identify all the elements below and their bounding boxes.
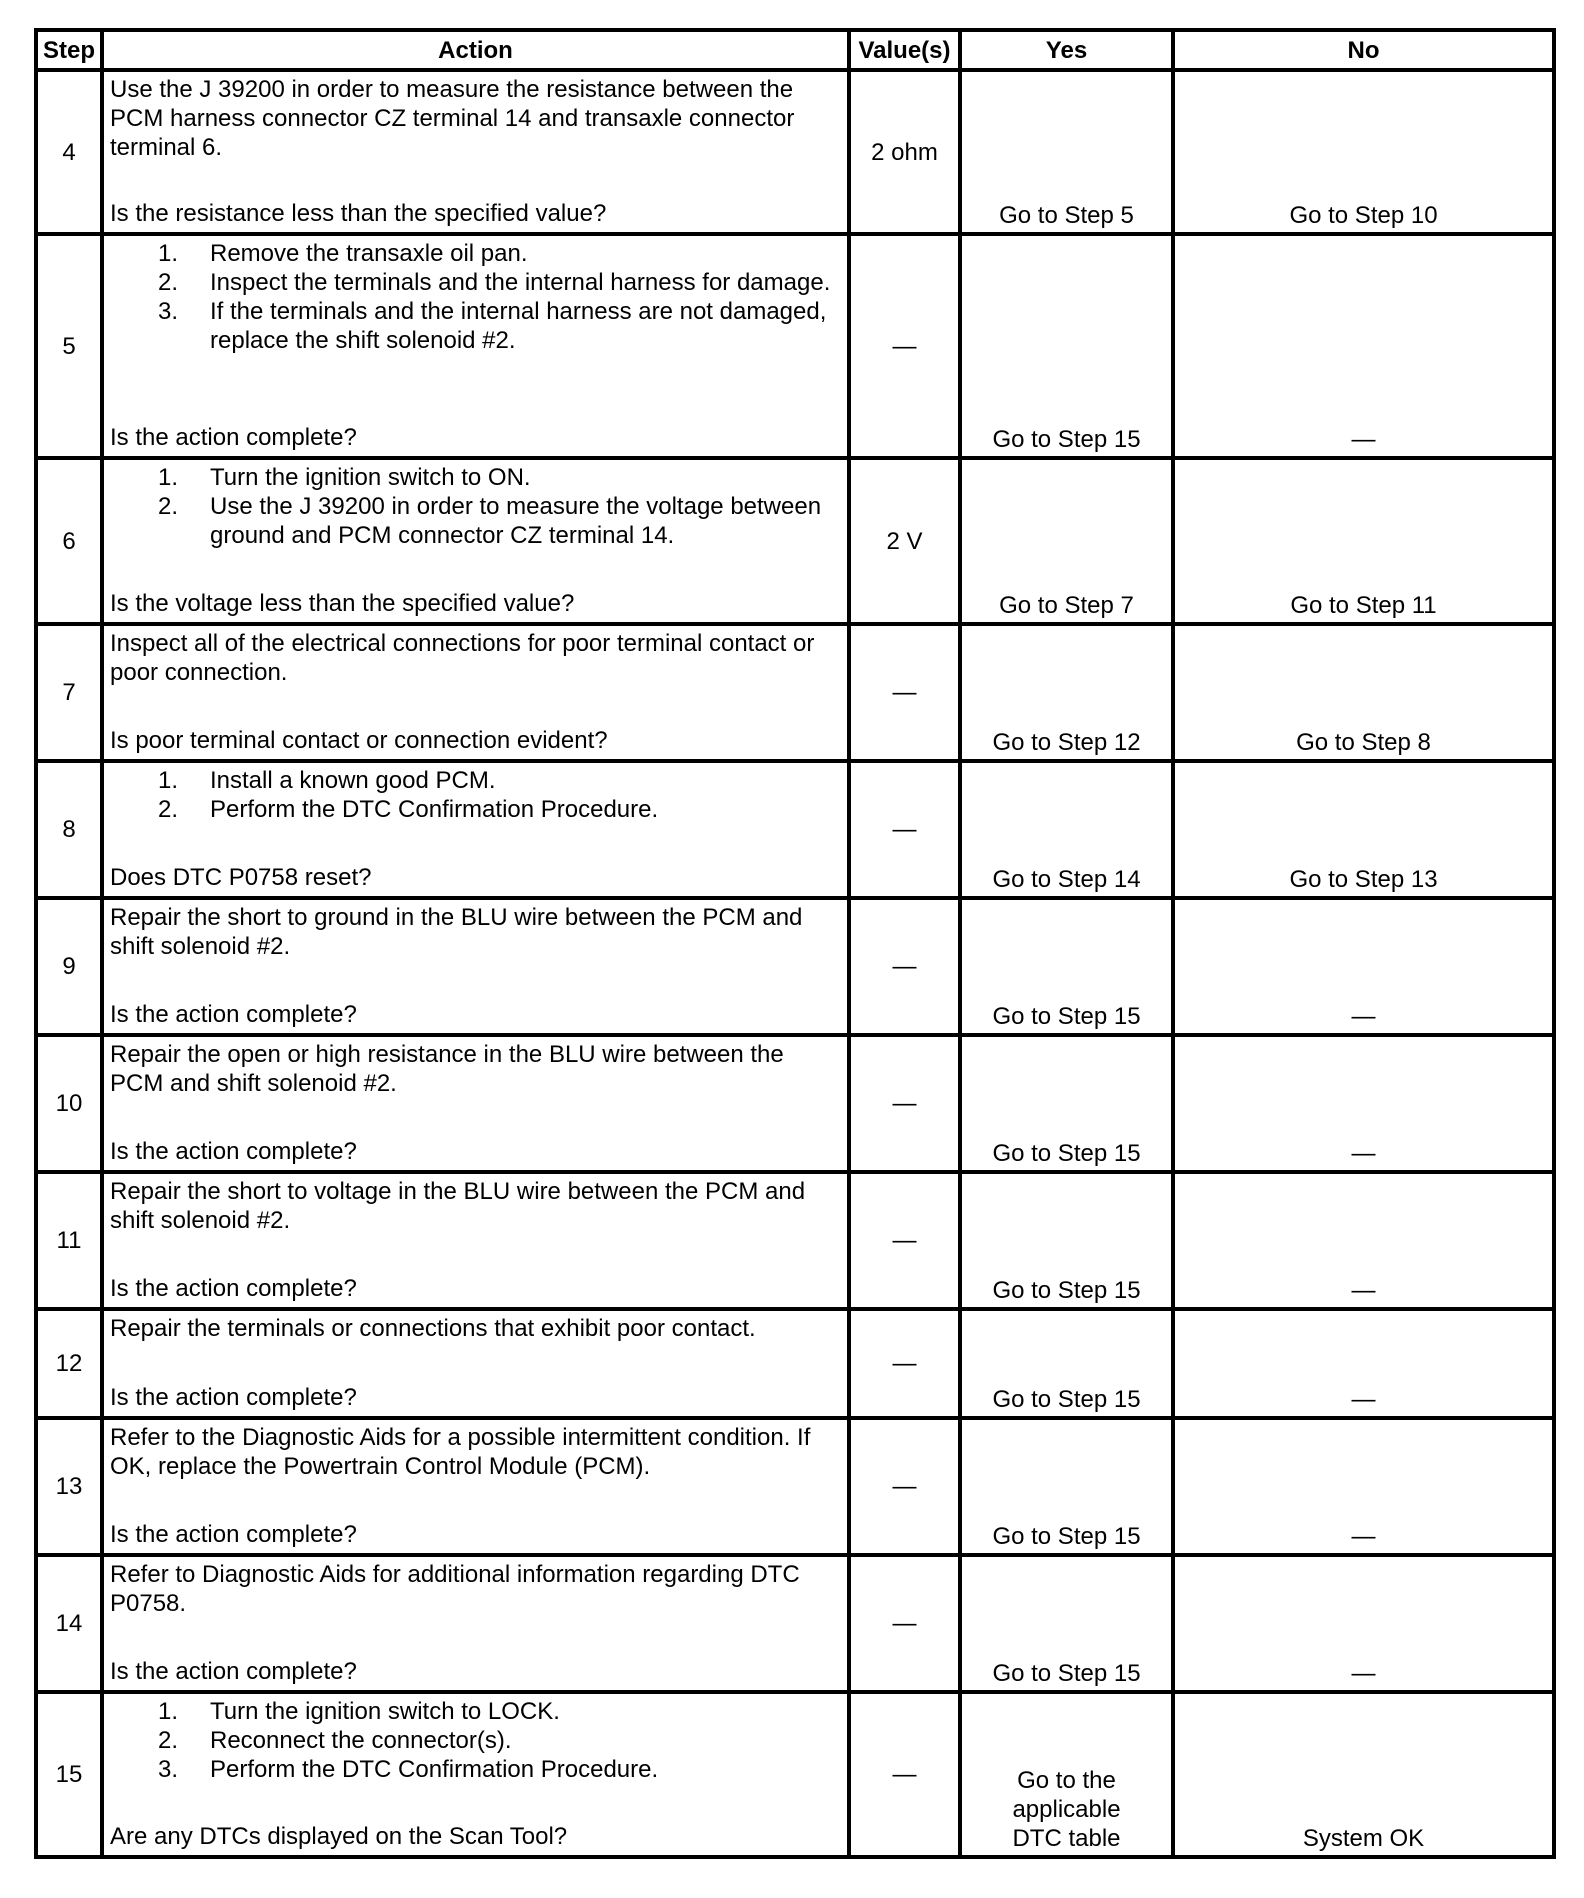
yes-outcome: Go to Step 7 [960, 458, 1173, 624]
action-step-item [110, 1755, 841, 1784]
table-row [36, 458, 1554, 624]
no-outcome: — [1173, 898, 1554, 1035]
action-step-item [110, 795, 841, 824]
action-step-text: Remove the transaxle oil pan. [210, 240, 528, 267]
action-step-item [110, 268, 841, 297]
value-cell: — [849, 1555, 960, 1692]
action-question: Is the action complete? [110, 1384, 357, 1411]
action-step-number: 2. [158, 269, 179, 296]
table-row [36, 1418, 1554, 1555]
action-question: Is the action complete? [110, 1275, 357, 1302]
action-step-item [110, 1697, 841, 1726]
action-text: Repair the terminals or connections that exhibit poor contact. [110, 1315, 756, 1342]
no-outcome: Go to Step 11 [1173, 458, 1554, 624]
action-step-text: Install a known good PCM. [210, 767, 496, 794]
action-question: Is the action complete? [110, 1658, 357, 1685]
action-cell [102, 761, 849, 898]
no-outcome: — [1173, 1172, 1554, 1309]
action-step-text: Turn the ignition switch to LOCK. [210, 1698, 560, 1725]
yes-outcome: Go to Step 12 [960, 624, 1173, 761]
action-cell [102, 1172, 849, 1309]
action-step-number: 3. [158, 1756, 179, 1783]
value-cell: — [849, 1309, 960, 1418]
header-action: Action [102, 30, 849, 70]
step-number: 15 [36, 1692, 102, 1857]
table-row [36, 1035, 1554, 1172]
action-content [110, 903, 841, 1031]
no-outcome: — [1173, 234, 1554, 458]
table-row [36, 1555, 1554, 1692]
action-steps-list [110, 239, 841, 355]
action-step-text: Inspect the terminals and the internal harness for damage. [210, 269, 831, 296]
action-step-number: 2. [158, 1727, 179, 1754]
action-cell [102, 898, 849, 1035]
step-number: 10 [36, 1035, 102, 1172]
no-outcome: — [1173, 1418, 1554, 1555]
table-header-row [36, 30, 1554, 70]
action-step-text: Turn the ignition switch to ON. [210, 464, 531, 491]
header-yes: Yes [960, 30, 1173, 70]
no-outcome: Go to Step 10 [1173, 70, 1554, 234]
yes-outcome: Go to Step 15 [960, 234, 1173, 458]
action-cell [102, 70, 849, 234]
step-number: 11 [36, 1172, 102, 1309]
table-row [36, 624, 1554, 761]
table-row [36, 70, 1554, 234]
action-content [110, 1040, 841, 1168]
action-cell [102, 458, 849, 624]
action-text: Use the J 39200 in order to measure the resistance between the PCM harness connector CZ terminal 14 and transaxle connector terminal 6. [110, 76, 795, 161]
yes-outcome: Go to the applicable DTC table [960, 1692, 1173, 1857]
table-row [36, 898, 1554, 1035]
action-step-text: Perform the DTC Confirmation Procedure. [210, 1756, 659, 1783]
no-outcome: Go to Step 13 [1173, 761, 1554, 898]
action-step-text: If the terminals and the internal harness are not damaged, replace the shift solenoid #2. [210, 298, 827, 354]
table-row [36, 1309, 1554, 1418]
no-outcome: — [1173, 1555, 1554, 1692]
step-number: 12 [36, 1309, 102, 1418]
value-cell: — [849, 1035, 960, 1172]
header-step: Step [36, 30, 102, 70]
value-cell: — [849, 1172, 960, 1309]
action-steps-list [110, 766, 841, 824]
action-step-item [110, 463, 841, 492]
action-step-text: Use the J 39200 in order to measure the voltage between ground and PCM connector CZ terminal 14. [210, 493, 822, 549]
step-number: 14 [36, 1555, 102, 1692]
action-step-number: 1. [158, 1698, 179, 1725]
action-steps-list [110, 463, 841, 550]
yes-outcome: Go to Step 14 [960, 761, 1173, 898]
action-step-number: 3. [158, 298, 179, 325]
action-question: Is the action complete? [110, 1521, 357, 1548]
action-cell [102, 1418, 849, 1555]
action-cell [102, 234, 849, 458]
step-number: 6 [36, 458, 102, 624]
value-cell: — [849, 1418, 960, 1555]
action-question: Is poor terminal contact or connection evident? [110, 727, 608, 754]
action-question: Is the action complete? [110, 1138, 357, 1165]
action-cell [102, 1035, 849, 1172]
yes-outcome: Go to Step 15 [960, 1172, 1173, 1309]
diagnostic-table [34, 28, 1556, 1859]
table-row [36, 234, 1554, 458]
yes-outcome: Go to Step 15 [960, 1309, 1173, 1418]
value-cell: 2 ohm [849, 70, 960, 234]
header-values: Value(s) [849, 30, 960, 70]
value-cell: — [849, 234, 960, 458]
action-content [110, 1697, 841, 1853]
action-text: Refer to Diagnostic Aids for additional information regarding DTC P0758. [110, 1561, 800, 1617]
action-step-number: 1. [158, 464, 179, 491]
step-number: 5 [36, 234, 102, 458]
value-cell: — [849, 761, 960, 898]
action-step-item [110, 239, 841, 268]
yes-outcome: Go to Step 5 [960, 70, 1173, 234]
action-content [110, 1560, 841, 1688]
value-cell: 2 V [849, 458, 960, 624]
step-number: 7 [36, 624, 102, 761]
action-step-item [110, 297, 841, 355]
action-content [110, 766, 841, 894]
action-question: Is the voltage less than the specified value? [110, 590, 575, 617]
no-outcome: — [1173, 1035, 1554, 1172]
action-text: Inspect all of the electrical connections for poor terminal contact or poor connection. [110, 630, 815, 686]
value-cell: — [849, 898, 960, 1035]
step-number: 8 [36, 761, 102, 898]
header-no: No [1173, 30, 1554, 70]
action-step-number: 2. [158, 796, 179, 823]
action-content [110, 239, 841, 454]
no-outcome: System OK [1173, 1692, 1554, 1857]
action-text: Repair the open or high resistance in the BLU wire between the PCM and shift solenoid #2. [110, 1041, 784, 1097]
table-body [36, 70, 1554, 1857]
action-step-number: 1. [158, 240, 179, 267]
yes-outcome: Go to Step 15 [960, 1035, 1173, 1172]
yes-outcome: Go to Step 15 [960, 1418, 1173, 1555]
step-number: 13 [36, 1418, 102, 1555]
action-step-item [110, 766, 841, 795]
table-row [36, 1692, 1554, 1857]
action-content [110, 75, 841, 230]
action-text: Repair the short to voltage in the BLU wire between the PCM and shift solenoid #2. [110, 1178, 806, 1234]
no-outcome: — [1173, 1309, 1554, 1418]
action-question: Does DTC P0758 reset? [110, 864, 372, 891]
action-question: Are any DTCs displayed on the Scan Tool? [110, 1823, 568, 1850]
action-step-number: 1. [158, 767, 179, 794]
action-question: Is the action complete? [110, 424, 357, 451]
action-cell [102, 1692, 849, 1857]
action-content [110, 629, 841, 757]
action-content [110, 1314, 841, 1414]
action-question: Is the resistance less than the specified value? [110, 200, 607, 227]
action-cell [102, 1309, 849, 1418]
value-cell: — [849, 624, 960, 761]
action-step-number: 2. [158, 493, 179, 520]
no-outcome: Go to Step 8 [1173, 624, 1554, 761]
value-cell: — [849, 1692, 960, 1857]
action-content [110, 1423, 841, 1551]
action-step-text: Reconnect the connector(s). [210, 1727, 512, 1754]
step-number: 4 [36, 70, 102, 234]
action-cell [102, 1555, 849, 1692]
table-row [36, 1172, 1554, 1309]
action-content [110, 463, 841, 620]
action-step-item [110, 1726, 841, 1755]
action-step-item [110, 492, 841, 550]
action-cell [102, 624, 849, 761]
yes-outcome: Go to Step 15 [960, 1555, 1173, 1692]
action-content [110, 1177, 841, 1305]
action-question: Is the action complete? [110, 1001, 357, 1028]
step-number: 9 [36, 898, 102, 1035]
action-text: Refer to the Diagnostic Aids for a possible intermittent condition. If OK, replace the Powertrain Control Module (PCM). [110, 1424, 811, 1480]
yes-outcome: Go to Step 15 [960, 898, 1173, 1035]
action-step-text: Perform the DTC Confirmation Procedure. [210, 796, 659, 823]
table-row [36, 761, 1554, 898]
action-text: Repair the short to ground in the BLU wire between the PCM and shift solenoid #2. [110, 904, 803, 960]
action-steps-list [110, 1697, 841, 1784]
